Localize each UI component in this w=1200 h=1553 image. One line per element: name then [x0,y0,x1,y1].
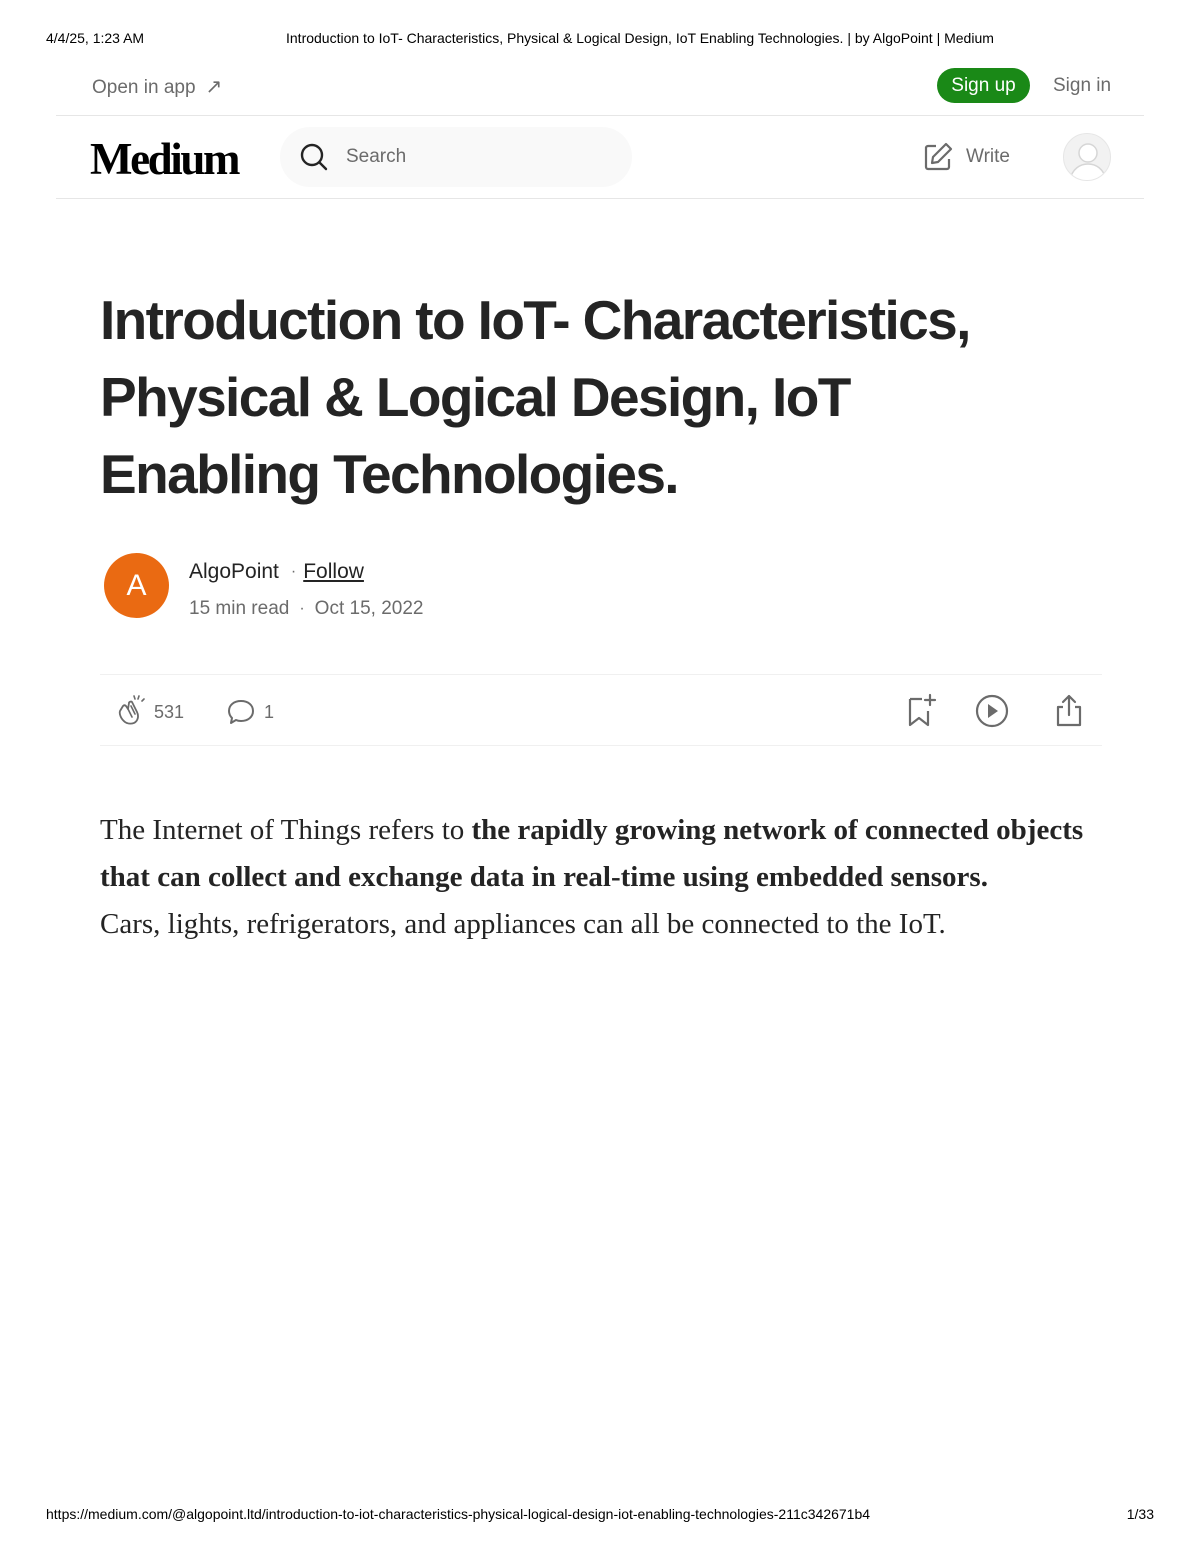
bookmark-add-icon[interactable] [902,693,938,729]
write-label: Write [966,146,1010,167]
paragraph: Cars, lights, refrigerators, and appliances can all be connected to the IoT. [100,908,946,940]
top-divider [56,115,1144,116]
open-in-app-link[interactable] [92,75,222,100]
clap-count: 531 [154,701,185,722]
response-icon [224,695,258,729]
article-body [100,807,1100,948]
search-box[interactable] [280,127,632,187]
article-meta [189,598,423,620]
title-line: Enabling Technologies. [100,443,678,505]
write-icon [922,141,954,173]
sign-up-button[interactable]: Sign up [937,68,1030,103]
publish-date: Oct 15, 2022 [314,598,424,619]
paragraph-text: The Internet of Things refers to [100,814,472,846]
print-footer [0,1506,1200,1526]
clap-button[interactable] [114,695,184,729]
responses-button[interactable] [224,695,274,729]
read-time: 15 min read [189,598,290,619]
separator-dot: · [299,600,305,617]
action-bar [100,674,1102,746]
print-url: https://medium.com/@algopoint.ltd/introduction-to-iot-characteristics-physical-logical-design-iot-enabling-technologies-211c342671b4 [46,1506,871,1522]
sign-in-link[interactable]: Sign in [1053,75,1112,96]
response-count: 1 [264,701,275,722]
share-icon[interactable] [1051,693,1087,729]
nav-divider [56,198,1144,199]
search-input[interactable] [346,146,586,168]
print-header [0,30,1200,50]
medium-logo[interactable]: Medium [90,134,239,184]
nav-bar [56,117,1144,199]
write-button[interactable] [922,141,1010,173]
author-avatar[interactable]: A [104,553,169,618]
clap-icon [114,695,148,729]
top-bar [56,66,1144,108]
paragraph [100,807,1100,901]
user-avatar-icon[interactable] [1063,133,1111,181]
print-doc-title: Introduction to IoT- Characteristics, Physical & Logical Design, IoT Enabling Technologies. | by AlgoPoint | Medium [286,30,994,46]
separator-dot: · [290,563,297,580]
open-in-app-label: Open in app [92,76,196,98]
external-arrow-icon: ↗ [205,76,223,98]
search-icon [298,141,330,173]
print-date: 4/4/25, 1:23 AM [46,30,145,46]
author-name[interactable]: AlgoPoint [189,560,279,583]
article-title [100,282,1110,513]
author-line [189,560,364,584]
title-line: Physical & Logical Design, IoT [100,366,850,428]
print-page-number: 1/33 [1126,1506,1154,1522]
title-line: Introduction to IoT- Characteristics, [100,289,970,351]
paragraph-bold-text: the rapidly growing network of connected objects that can collect and exchange data in real-time using embedded sensors. [100,814,1084,893]
play-icon[interactable] [974,693,1010,729]
follow-link[interactable]: Follow [303,560,364,583]
